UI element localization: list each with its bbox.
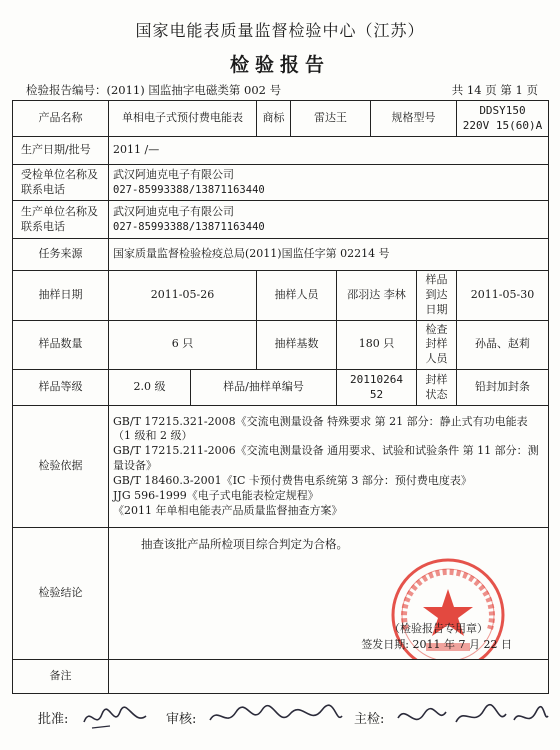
date-label: 生产日期/批号 <box>13 137 109 165</box>
grade-value: 2.0 级 <box>109 370 191 406</box>
lead-label: 主检: <box>354 712 385 727</box>
remark-value <box>109 660 549 694</box>
approve-label: 批准: <box>38 712 69 727</box>
arrival-value: 2011-05-30 <box>457 271 549 321</box>
brand-label: 商标 <box>257 101 291 137</box>
page-count: 共 14 页 第 1 页 <box>451 83 538 97</box>
basis-label: 检验依据 <box>13 406 109 528</box>
sealer-label: 检查封样人员 <box>417 320 457 370</box>
row-quantity <box>13 320 549 370</box>
inspected-label: 受检单位名称及联系电话 <box>13 165 109 201</box>
row-grade <box>13 370 549 406</box>
remark-label: 备注 <box>13 660 109 694</box>
seal-state-value: 铅封加封条 <box>457 370 549 406</box>
reviewer-signature-icon <box>206 700 346 734</box>
review-label: 审核: <box>166 712 197 727</box>
sealer-value: 孙晶、赵莉 <box>457 320 549 370</box>
qty-value: 6 只 <box>109 320 257 370</box>
row-sampling <box>13 271 549 321</box>
conclusion-label: 检验结论 <box>13 528 109 660</box>
grade-label: 样品等级 <box>13 370 109 406</box>
producer-phone: 027-85993388/13871163440 <box>113 220 265 233</box>
basis-line: GB/T 17215.321-2008《交流电测量设备 特殊要求 第 21 部分：静止式有功电能表（1 级和 2 级） <box>113 414 528 443</box>
row-conclusion <box>13 528 549 660</box>
sampler-label: 抽样人员 <box>257 271 337 321</box>
report-number: 检验报告编号：(2011) 国监抽字电磁类第 002 号 <box>26 83 282 97</box>
basis-value <box>109 406 549 528</box>
report-table <box>12 100 549 694</box>
brand-value: 雷达王 <box>291 101 371 137</box>
arrival-label: 样品到达日期 <box>417 271 457 321</box>
seal-state-label: 封样状态 <box>417 370 457 406</box>
sign-date: 签发日期: 2011 年 7 月 22 日 <box>361 637 512 651</box>
product-value: 单相电子式预付费电能表 <box>109 101 257 137</box>
producer-name: 武汉阿迪克电子有限公司 <box>113 204 234 218</box>
row-producer <box>13 201 549 239</box>
task-value: 国家质量监督检验检疫总局(2011)国监任字第 02214 号 <box>109 239 549 271</box>
model-value-2: 220V 15(60)A <box>462 118 543 132</box>
sheet-value: 20110264 52 <box>337 370 417 406</box>
row-task <box>13 239 549 271</box>
approver-signature-icon <box>80 700 150 734</box>
inspected-value <box>109 165 549 201</box>
signature-row <box>16 700 552 736</box>
model-value-1: DDSY150 <box>479 103 526 117</box>
lead-signature-icon <box>394 700 550 734</box>
row-date <box>13 137 549 165</box>
row-product <box>13 101 549 137</box>
org-name: 国家电能表质量监督检验中心（江苏） <box>135 21 425 40</box>
inspected-name: 武汉阿迪克电子有限公司 <box>113 167 234 181</box>
row-basis <box>13 406 549 528</box>
sheet-label: 样品/抽样单编号 <box>191 370 337 406</box>
task-label: 任务来源 <box>13 239 109 271</box>
basis-line: JJG 596-1999《电子式电能表检定规程》 <box>113 488 319 502</box>
conclusion-cell <box>109 528 549 660</box>
basis-line: 《2011 年单相电能表产品质量监督抽查方案》 <box>113 503 343 517</box>
basis-line: GB/T 17215.211-2006《交流电测量设备 通用要求、试验和试验条件 第 11 部分：测量设备》 <box>113 444 539 473</box>
model-label: 规格型号 <box>371 101 457 137</box>
base-label: 抽样基数 <box>257 320 337 370</box>
model-value <box>457 101 549 137</box>
date-value: 2011 /— <box>109 137 549 165</box>
product-label: 产品名称 <box>13 101 109 137</box>
row-remark <box>13 660 549 694</box>
producer-value <box>109 201 549 239</box>
sampler-value: 邵羽达 李林 <box>337 271 417 321</box>
inspected-phone: 027-85993388/13871163440 <box>113 183 265 196</box>
base-value: 180 只 <box>337 320 417 370</box>
sample-date-value: 2011-05-26 <box>109 271 257 321</box>
basis-line: GB/T 18460.3-2001《IC 卡预付费售电系统第 3 部分：预付费电度表》 <box>113 473 472 487</box>
producer-label: 生产单位名称及联系电话 <box>13 201 109 239</box>
report-title: 检验报告 <box>229 54 330 76</box>
row-inspected <box>13 165 549 201</box>
sample-date-label: 抽样日期 <box>13 271 109 321</box>
conclusion-text: 抽查该批产品所检项目综合判定为合格。 <box>141 536 348 551</box>
seal-note: （检验报告专用章） <box>389 621 488 635</box>
qty-label: 样品数量 <box>13 320 109 370</box>
